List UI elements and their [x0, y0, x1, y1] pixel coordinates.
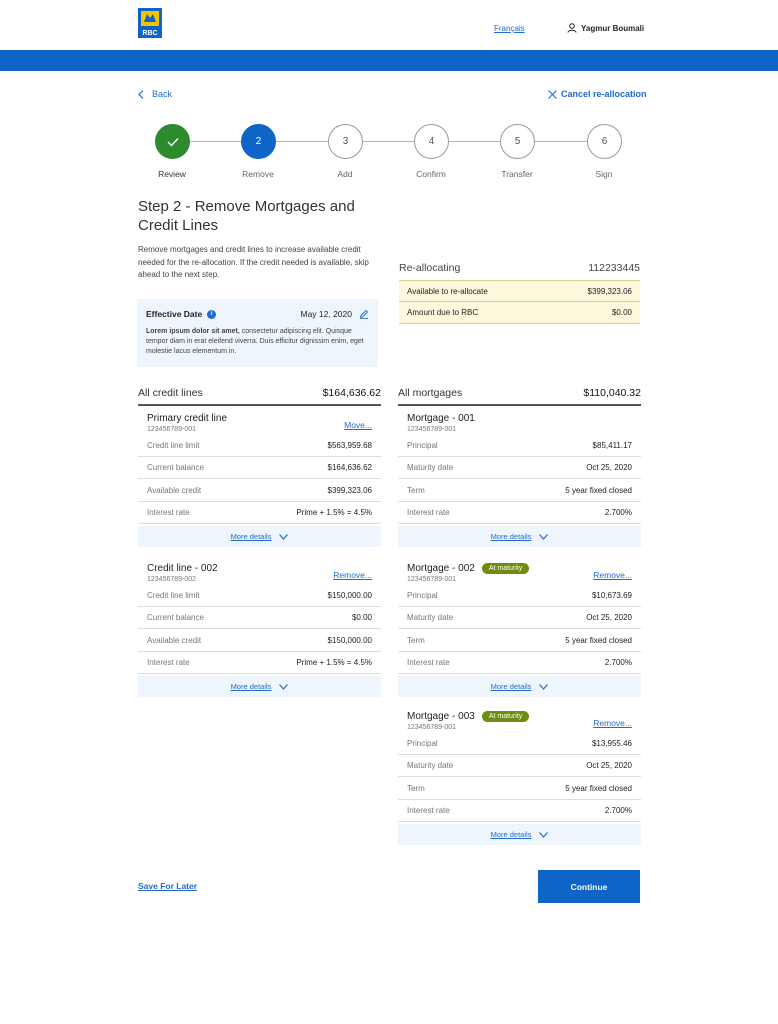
detail-value: 2.700% — [604, 657, 632, 667]
step-2-circle — [241, 124, 276, 159]
mortgages-card-header — [407, 413, 632, 433]
credit-lines-heading: All credit lines — [138, 387, 203, 399]
cancel-reallocation-link[interactable] — [548, 89, 647, 99]
available-to-reallocate-row — [399, 280, 640, 302]
step-6-label: Sign — [595, 169, 613, 179]
detail-label: Credit line limit — [147, 591, 200, 600]
detail-row — [398, 630, 641, 652]
credit_lines-card-header — [147, 413, 372, 433]
detail-label: Term — [407, 635, 425, 645]
credit-lines-total: $164,636.62 — [322, 387, 381, 399]
checkmark-icon — [167, 137, 179, 147]
step-3-label: Add — [337, 169, 353, 179]
more-details-label: More details — [490, 830, 532, 840]
card-title-row — [147, 413, 372, 424]
rbc-logo[interactable] — [138, 8, 162, 38]
remove-link[interactable]: Remove... — [333, 570, 372, 580]
card-title: Credit line - 002 — [147, 563, 218, 574]
detail-label: Available credit — [147, 635, 202, 645]
detail-label: Credit line limit — [147, 441, 200, 450]
reallocating-header — [399, 262, 640, 274]
more-details-toggle[interactable] — [138, 676, 381, 697]
detail-value: 5 year fixed closed — [565, 635, 632, 645]
user-name: Yagmur Boumali — [581, 23, 645, 33]
detail-row — [138, 480, 381, 502]
account-number: 123456789-001 — [407, 426, 457, 433]
detail-value: 2.700% — [604, 805, 632, 815]
step-2-label: Remove — [242, 169, 274, 179]
detail-value: 5 year fixed closed — [565, 783, 632, 793]
credit-lines-header — [138, 387, 381, 406]
detail-row — [398, 457, 641, 479]
effective-date-label: Effective Date — [146, 309, 203, 319]
detail-label: Maturity date — [407, 463, 454, 473]
card-title: Mortgage - 003 — [407, 711, 475, 722]
step-1-label: Review — [158, 169, 186, 179]
step-5-label: Transfer — [501, 169, 533, 179]
more-details-label: More details — [230, 682, 272, 692]
save-for-later-link[interactable]: Save For Later — [138, 881, 198, 891]
detail-label: Current balance — [147, 613, 204, 623]
card-title: Primary credit line — [147, 413, 228, 424]
step-4-circle — [414, 124, 449, 159]
detail-row — [138, 457, 381, 479]
detail-row — [398, 652, 641, 674]
detail-row — [398, 585, 641, 607]
reallocating-account: 112233445 — [588, 262, 640, 274]
amount-due-row — [399, 302, 640, 324]
account-number: 123456789-002 — [147, 576, 197, 583]
page-title: Step 2 - Remove Mortgages and Credit Lines — [138, 198, 355, 234]
detail-label: Term — [407, 783, 425, 793]
detail-row — [398, 778, 641, 800]
detail-label: Interest rate — [407, 657, 450, 667]
chevron-down-icon — [279, 684, 288, 690]
more-details-toggle[interactable] — [398, 824, 641, 845]
step-number: 2 — [255, 136, 262, 147]
at-maturity-badge: At maturity — [482, 563, 529, 574]
detail-value: 2.700% — [604, 507, 632, 517]
detail-row — [138, 652, 381, 674]
detail-row — [398, 435, 641, 457]
card-title-row — [407, 413, 632, 424]
effective-date-value: May 12, 2020 — [300, 309, 352, 319]
step-3-circle — [328, 124, 363, 159]
detail-label: Principal — [407, 441, 438, 450]
detail-row — [398, 502, 641, 524]
brand-wordmark: RBC — [142, 30, 158, 37]
card-title: Mortgage - 001 — [407, 413, 475, 424]
detail-label: Interest rate — [407, 507, 450, 517]
remove-link[interactable]: Remove... — [593, 570, 632, 580]
more-details-label: More details — [490, 532, 532, 542]
detail-label: Available credit — [147, 485, 202, 495]
detail-label: Interest rate — [147, 657, 190, 667]
edit-pencil-icon[interactable] — [359, 309, 369, 319]
cancel-label: Cancel re-allocation — [561, 89, 647, 99]
detail-row — [398, 480, 641, 502]
detail-label: Current balance — [147, 463, 204, 473]
step-number: 5 — [514, 136, 521, 147]
back-label: Back — [152, 89, 173, 99]
user-menu[interactable] — [567, 23, 644, 33]
detail-label: Interest rate — [407, 805, 450, 815]
mortgages-header — [398, 387, 641, 406]
detail-value: Oct 25, 2020 — [586, 761, 632, 771]
detail-value: $13,955.46 — [591, 739, 632, 748]
detail-value: $85,411.17 — [592, 441, 632, 450]
step-number: 6 — [601, 136, 608, 147]
detail-row — [398, 755, 641, 777]
detail-row — [398, 607, 641, 629]
info-icon[interactable]: i — [207, 310, 216, 319]
step-4-label: Confirm — [416, 169, 446, 179]
detail-row — [398, 733, 641, 755]
back-link[interactable] — [138, 89, 172, 99]
step-number: 4 — [428, 136, 435, 147]
chevron-down-icon — [539, 832, 548, 838]
page-description: Remove mortgages and credit lines to increase available credit needed for the re-allocation. If the credit needed is available, skip ahead to the next step. — [138, 245, 369, 279]
step-1-circle — [155, 124, 190, 159]
reallocating-label: Re-allocating — [399, 262, 461, 274]
at-maturity-badge: At maturity — [482, 711, 529, 722]
more-details-label: More details — [490, 682, 532, 692]
more-details-toggle[interactable] — [398, 526, 641, 547]
more-details-toggle[interactable] — [138, 526, 381, 547]
account-number: 123456789-001 — [407, 724, 457, 731]
row-value: $399,323.06 — [587, 286, 632, 296]
detail-row — [138, 435, 381, 457]
chevron-down-icon — [279, 534, 288, 540]
detail-label: Principal — [407, 739, 438, 748]
detail-label: Interest rate — [147, 507, 190, 517]
close-icon — [548, 90, 557, 99]
row-value: $0.00 — [611, 308, 632, 317]
detail-value: $10,673.69 — [591, 591, 632, 600]
detail-value: 5 year fixed closed — [565, 485, 632, 495]
detail-value: Oct 25, 2020 — [586, 613, 632, 623]
user-icon — [567, 23, 577, 33]
effective-date-note: Lorem ipsum dolor sit amet, consectetur adipiscing elit. Quisque tempor diam in erat eleifend viverra. Duis efficitur dignissim enim, eget molestie lacus elementum in. — [146, 328, 364, 355]
move-link[interactable]: Move... — [344, 420, 372, 430]
account-number: 123456789-001 — [147, 426, 197, 433]
continue-button[interactable]: Continue — [538, 870, 640, 903]
detail-label: Principal — [407, 591, 438, 600]
remove-link[interactable]: Remove... — [593, 718, 632, 728]
detail-label: Term — [407, 485, 425, 495]
row-label: Amount due to RBC — [407, 308, 479, 317]
language-toggle[interactable]: Français — [494, 24, 525, 33]
chevron-down-icon — [539, 534, 548, 540]
chevron-down-icon — [539, 684, 548, 690]
account-number: 123456789-001 — [407, 576, 457, 583]
detail-label: Maturity date — [407, 761, 454, 771]
detail-row — [398, 800, 641, 822]
brand-bar — [0, 50, 778, 71]
stepper-track — [172, 141, 604, 142]
detail-value: $150,000.00 — [327, 635, 372, 645]
step-6-circle — [587, 124, 622, 159]
effective-date-panel — [137, 299, 378, 367]
row-label: Available to re-allocate — [407, 286, 488, 296]
detail-label: Maturity date — [407, 613, 454, 623]
detail-row — [138, 630, 381, 652]
detail-value: $164,636.62 — [327, 463, 372, 473]
detail-row — [138, 607, 381, 629]
detail-value: $150,000.00 — [327, 591, 372, 600]
step-number: 3 — [342, 136, 349, 147]
detail-value: Oct 25, 2020 — [586, 463, 632, 473]
more-details-label: More details — [230, 532, 272, 542]
detail-row — [138, 585, 381, 607]
detail-value: Prime + 1.5% = 4.5% — [296, 657, 372, 667]
detail-value: $399,323.06 — [327, 485, 372, 495]
mortgages-heading: All mortgages — [398, 387, 463, 399]
chevron-left-icon — [138, 90, 144, 99]
detail-row — [138, 502, 381, 524]
detail-value: $0.00 — [351, 613, 372, 623]
detail-value: $563,959.68 — [327, 441, 372, 450]
more-details-toggle[interactable] — [398, 676, 641, 697]
mortgages-total: $110,040.32 — [583, 387, 641, 399]
step-5-circle — [500, 124, 535, 159]
card-title: Mortgage - 002 — [407, 563, 475, 574]
detail-value: Prime + 1.5% = 4.5% — [296, 507, 372, 517]
